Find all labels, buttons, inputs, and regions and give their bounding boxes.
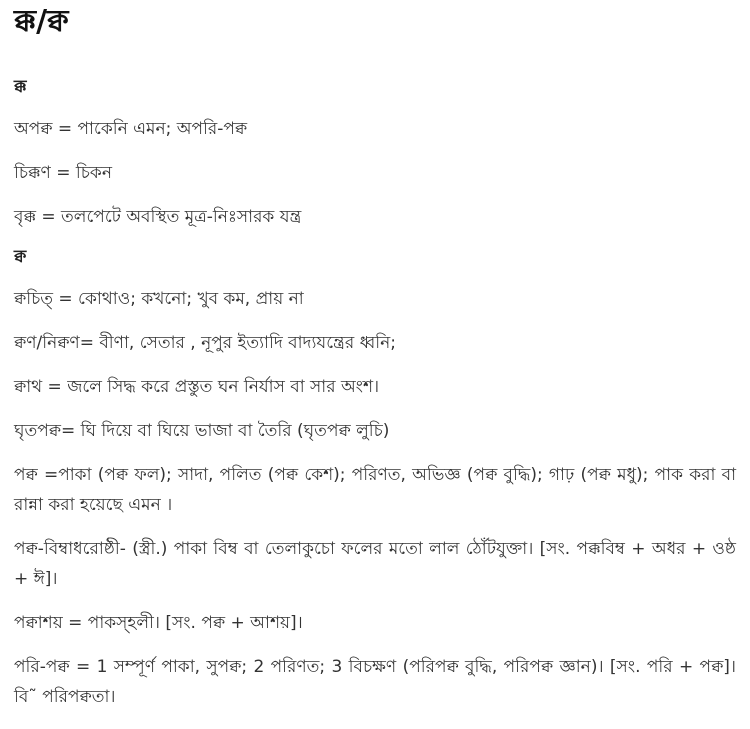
dictionary-entry: অপক্ব = পাকেনি এমন; অপরি-পক্ব	[14, 119, 248, 139]
section-heading: ক্ব	[14, 247, 27, 267]
dictionary-entry: ক্বচিত্ = কোথাও; কখনো; খুব কম, প্রায় না	[14, 289, 304, 309]
dictionary-entry: ক্বণ/নিক্বণ= বীণা, সেতার , নূপুর ইত্যাদি বাদ্যযন্ত্রের ধ্বনি;	[14, 333, 396, 353]
section-kka	[14, 76, 736, 232]
dictionary-entry: ক্বাথ = জলে সিদ্ধ করে প্রস্তুত ঘন নির্যাস বা সার অংশ।	[14, 377, 380, 397]
dictionary-entry: বৃক্ক = তলপেটে অবস্থিত মূত্র-নিঃসারক যন্ত্র	[14, 207, 302, 227]
dictionary-entry: পক্ব-বিম্বাধরোষ্ঠী- (স্ত্রী.) পাকা বিম্ব বা তেলাকুচো ফলের মতো লাল ঠোঁটযুক্তা। [সং. পক্কবিম্ব + অধর + ওষ্ঠ + ঈ]।	[14, 539, 736, 589]
dictionary-entry: ঘৃতপক্ব= ঘি দিয়ে বা ঘিয়ে ভাজা বা তৈরি (ঘৃতপক্ব লুচি)	[14, 421, 390, 441]
dictionary-entry: পক্ব =পাকা (পক্ব ফল); সাদা, পলিত (পক্ব কেশ); পরিণত, অভিজ্ঞ (পক্ব বুদ্ধি); গাঢ় (পক্ব মধু); পাক করা বা রান্না করা হয়েছে এমন ।	[14, 465, 736, 515]
dictionary-entry: পক্বাশয় = পাকস্হলী। [সং. পক্ব + আশয়]।	[14, 613, 303, 633]
page-title: ক্ক/ক্ব	[14, 4, 69, 39]
section-kwa	[14, 246, 736, 712]
dictionary-entry: পরি-পক্ব = 1 সম্পূর্ণ পাকা, সুপক্ব; 2 পরিণত; 3 বিচক্ষণ (পরিপক্ব বুদ্ধি, পরিপক্ব জ্ঞান)। [সং. পরি + পক্ব]। বি˜ পরিপক্বতা।	[14, 657, 736, 707]
section-heading: ক্ক	[14, 77, 27, 97]
dictionary-entry: চিক্কণ = চিকন	[14, 163, 112, 183]
